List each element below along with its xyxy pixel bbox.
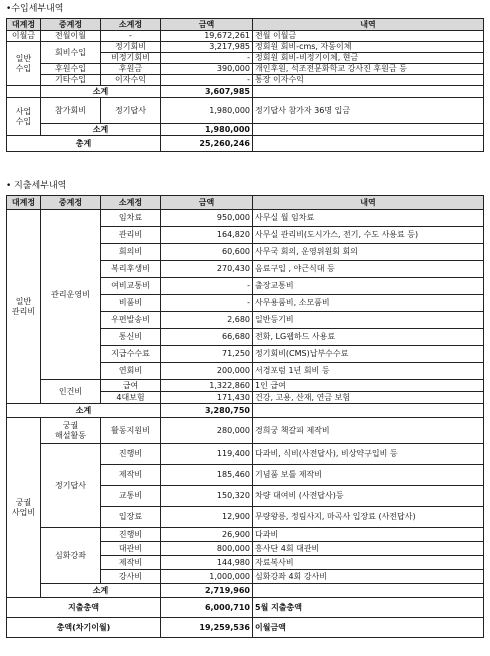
amount-cell: 164,820 bbox=[161, 227, 253, 244]
amount-cell: - bbox=[161, 75, 253, 86]
minor-cell: 정기답사 bbox=[101, 98, 161, 124]
header-minor: 소계정 bbox=[101, 196, 161, 210]
subtotal-label: 소계 bbox=[41, 584, 161, 598]
amount-cell: 390,000 bbox=[161, 64, 253, 75]
amount-cell: 185,460 bbox=[161, 465, 253, 486]
mid-cell: 기타수입 bbox=[41, 75, 101, 86]
mid-cell: 관리운영비 bbox=[41, 210, 101, 380]
expense-section-title: • 지출세부내역 bbox=[6, 181, 67, 191]
balance-label: 총액(차기이월) bbox=[7, 618, 161, 638]
desc-cell: 정기회비(CMS)납부수수료 bbox=[253, 346, 484, 363]
major-cell: 궁궐 사업비 bbox=[7, 418, 41, 598]
expense-total-amount: 6,000,710 bbox=[161, 598, 253, 618]
minor-cell: 교통비 bbox=[101, 486, 161, 507]
subtotal-label: 소계 bbox=[41, 86, 161, 98]
desc-cell: 차량 대여비 (사전답사)등 bbox=[253, 486, 484, 507]
mid-cell: 인건비 bbox=[41, 380, 101, 404]
expense-total-desc: 5월 지출총액 bbox=[253, 598, 484, 618]
minor-cell: 강사비 bbox=[101, 570, 161, 584]
subtotal-amount: 3,280,750 bbox=[161, 404, 253, 418]
amount-cell: 3,217,985 bbox=[161, 42, 253, 53]
header-major: 대계정 bbox=[7, 196, 41, 210]
amount-cell: 60,600 bbox=[161, 244, 253, 261]
amount-cell: 144,980 bbox=[161, 556, 253, 570]
amount-cell: 800,000 bbox=[161, 542, 253, 556]
amount-cell: 2,680 bbox=[161, 312, 253, 329]
header-desc: 내역 bbox=[253, 19, 484, 31]
amount-cell: 119,400 bbox=[161, 444, 253, 465]
minor-cell: 제작비 bbox=[101, 556, 161, 570]
balance-amount: 19,259,536 bbox=[161, 618, 253, 638]
major-cell: 이월금 bbox=[7, 31, 41, 42]
desc-cell: 흥사단 4회 대관비 bbox=[253, 542, 484, 556]
balance-desc: 이월금액 bbox=[253, 618, 484, 638]
table-row bbox=[7, 98, 484, 124]
minor-cell: 비정기회비 bbox=[101, 53, 161, 64]
table-row bbox=[7, 64, 484, 75]
header-minor: 소계정 bbox=[101, 19, 161, 31]
minor-cell: 통신비 bbox=[101, 329, 161, 346]
subtotal-row bbox=[7, 86, 484, 98]
minor-cell: 비품비 bbox=[101, 295, 161, 312]
mid-cell: 궁궐 해설활동 bbox=[41, 418, 101, 444]
subtotal-amount: 2,719,960 bbox=[161, 584, 253, 598]
table-row bbox=[7, 31, 484, 42]
minor-cell: 여비교통비 bbox=[101, 278, 161, 295]
minor-cell: 이자수익 bbox=[101, 75, 161, 86]
minor-cell: 진행비 bbox=[101, 444, 161, 465]
amount-cell: 1,980,000 bbox=[161, 98, 253, 124]
amount-cell: 950,000 bbox=[161, 210, 253, 227]
major-cell: 일반 수입 bbox=[7, 42, 41, 86]
income-section-title: •수입세부내역 bbox=[6, 4, 64, 14]
header-desc: 내역 bbox=[253, 196, 484, 210]
desc-cell: 사무실 관리비(도시가스, 전기, 수도 사용료 등) bbox=[253, 227, 484, 244]
amount-cell: - bbox=[161, 278, 253, 295]
desc-cell: 서경포럼 1년 회비 등 bbox=[253, 363, 484, 380]
desc-cell: 무량왕릉, 정림사지, 마곡사 입장료 (사전답사) bbox=[253, 507, 484, 528]
desc-cell: 일반등기비 bbox=[253, 312, 484, 329]
amount-cell: 270,430 bbox=[161, 261, 253, 278]
header-mid: 중계정 bbox=[41, 19, 101, 31]
amount-cell: 280,000 bbox=[161, 418, 253, 444]
table-row bbox=[7, 444, 484, 465]
amount-cell: 1,000,000 bbox=[161, 570, 253, 584]
table-row bbox=[7, 210, 484, 227]
subtotal-row bbox=[7, 404, 484, 418]
amount-cell: 12,900 bbox=[161, 507, 253, 528]
subtotal-label: 소계 bbox=[41, 124, 161, 136]
desc-cell: 음료구입 , 야근식대 등 bbox=[253, 261, 484, 278]
amount-cell: 1,322,860 bbox=[161, 380, 253, 392]
expense-total-label: 지출총액 bbox=[7, 598, 161, 618]
minor-cell: 4대보험 bbox=[101, 392, 161, 404]
header-mid: 중계정 bbox=[41, 196, 101, 210]
subtotal-row bbox=[7, 584, 484, 598]
minor-cell: 정기회비 bbox=[101, 42, 161, 53]
desc-cell: 사무실 월 임차료 bbox=[253, 210, 484, 227]
minor-cell: 제작비 bbox=[101, 465, 161, 486]
balance-row bbox=[7, 618, 484, 638]
amount-cell: 19,672,261 bbox=[161, 31, 253, 42]
mid-cell: 심화강좌 bbox=[41, 528, 101, 584]
minor-cell: 입장료 bbox=[101, 507, 161, 528]
minor-cell: 연회비 bbox=[101, 363, 161, 380]
subtotal-amount: 1,980,000 bbox=[161, 124, 253, 136]
amount-cell: 71,250 bbox=[161, 346, 253, 363]
expense-header-row bbox=[7, 196, 484, 210]
minor-cell: 활동지원비 bbox=[101, 418, 161, 444]
minor-cell: 우편발송비 bbox=[101, 312, 161, 329]
desc-cell: 정회원 회비-cms, 자동이체 bbox=[253, 42, 484, 53]
table-row bbox=[7, 75, 484, 86]
minor-cell: 대관비 bbox=[101, 542, 161, 556]
desc-cell: 다과비 bbox=[253, 528, 484, 542]
mid-cell: 회비수입 bbox=[41, 42, 101, 64]
desc-cell: 1인 급여 bbox=[253, 380, 484, 392]
subtotal-row bbox=[7, 124, 484, 136]
mid-cell: 정기답사 bbox=[41, 444, 101, 528]
minor-cell: 급여 bbox=[101, 380, 161, 392]
subtotal-label: 소계 bbox=[7, 404, 161, 418]
desc-cell: 사무국 회의, 운영위원회 회의 bbox=[253, 244, 484, 261]
income-table bbox=[6, 18, 484, 152]
header-amount: 금액 bbox=[161, 19, 253, 31]
table-row bbox=[7, 42, 484, 53]
major-cell: 일반 관리비 bbox=[7, 210, 41, 404]
desc-cell: 정회원 회비-비정기이체, 현금 bbox=[253, 53, 484, 64]
desc-cell: 경희궁 책갈피 제작비 bbox=[253, 418, 484, 444]
total-label: 총계 bbox=[7, 136, 161, 152]
minor-cell: 회의비 bbox=[101, 244, 161, 261]
minor-cell: 후원금 bbox=[101, 64, 161, 75]
desc-cell: 기념품 보틀 제작비 bbox=[253, 465, 484, 486]
amount-cell: - bbox=[161, 53, 253, 64]
minor-cell: 임차료 bbox=[101, 210, 161, 227]
total-amount: 25,260,246 bbox=[161, 136, 253, 152]
header-amount: 금액 bbox=[161, 196, 253, 210]
minor-cell: - bbox=[101, 31, 161, 42]
income-header-row bbox=[7, 19, 484, 31]
amount-cell: 150,320 bbox=[161, 486, 253, 507]
desc-cell: 자료복사비 bbox=[253, 556, 484, 570]
desc-cell: 정기답사 참가자 36명 입금 bbox=[253, 98, 484, 124]
minor-cell: 복리후생비 bbox=[101, 261, 161, 278]
amount-cell: 200,000 bbox=[161, 363, 253, 380]
desc-cell: 심화강좌 4회 강사비 bbox=[253, 570, 484, 584]
desc-cell: 사무용품비, 소모품비 bbox=[253, 295, 484, 312]
mid-cell: 참가회비 bbox=[41, 98, 101, 124]
minor-cell: 관리비 bbox=[101, 227, 161, 244]
major-cell: 사업 수입 bbox=[7, 98, 41, 136]
amount-cell: 26,900 bbox=[161, 528, 253, 542]
desc-cell: 전화, LG웹하드 사용료 bbox=[253, 329, 484, 346]
expense-total-row bbox=[7, 598, 484, 618]
table-row bbox=[7, 418, 484, 444]
amount-cell: - bbox=[161, 295, 253, 312]
desc-cell: 전월 이월금 bbox=[253, 31, 484, 42]
minor-cell: 지급수수료 bbox=[101, 346, 161, 363]
desc-cell: 출장교통비 bbox=[253, 278, 484, 295]
total-row bbox=[7, 136, 484, 152]
subtotal-amount: 3,607,985 bbox=[161, 86, 253, 98]
minor-cell: 진행비 bbox=[101, 528, 161, 542]
mid-cell: 후원수입 bbox=[41, 64, 101, 75]
header-major: 대계정 bbox=[7, 19, 41, 31]
desc-cell: 다과비, 식비(사전답사), 비상약구입비 등 bbox=[253, 444, 484, 465]
amount-cell: 171,430 bbox=[161, 392, 253, 404]
amount-cell: 66,680 bbox=[161, 329, 253, 346]
table-row bbox=[7, 528, 484, 542]
table-row bbox=[7, 380, 484, 392]
mid-cell: 전월이월 bbox=[41, 31, 101, 42]
desc-cell: 통장 이자수익 bbox=[253, 75, 484, 86]
desc-cell: 개인후원, 석조전문화학교 강사진 후원금 등 bbox=[253, 64, 484, 75]
desc-cell: 건강, 고용, 산재, 연금 보험 bbox=[253, 392, 484, 404]
expense-table bbox=[6, 195, 484, 638]
